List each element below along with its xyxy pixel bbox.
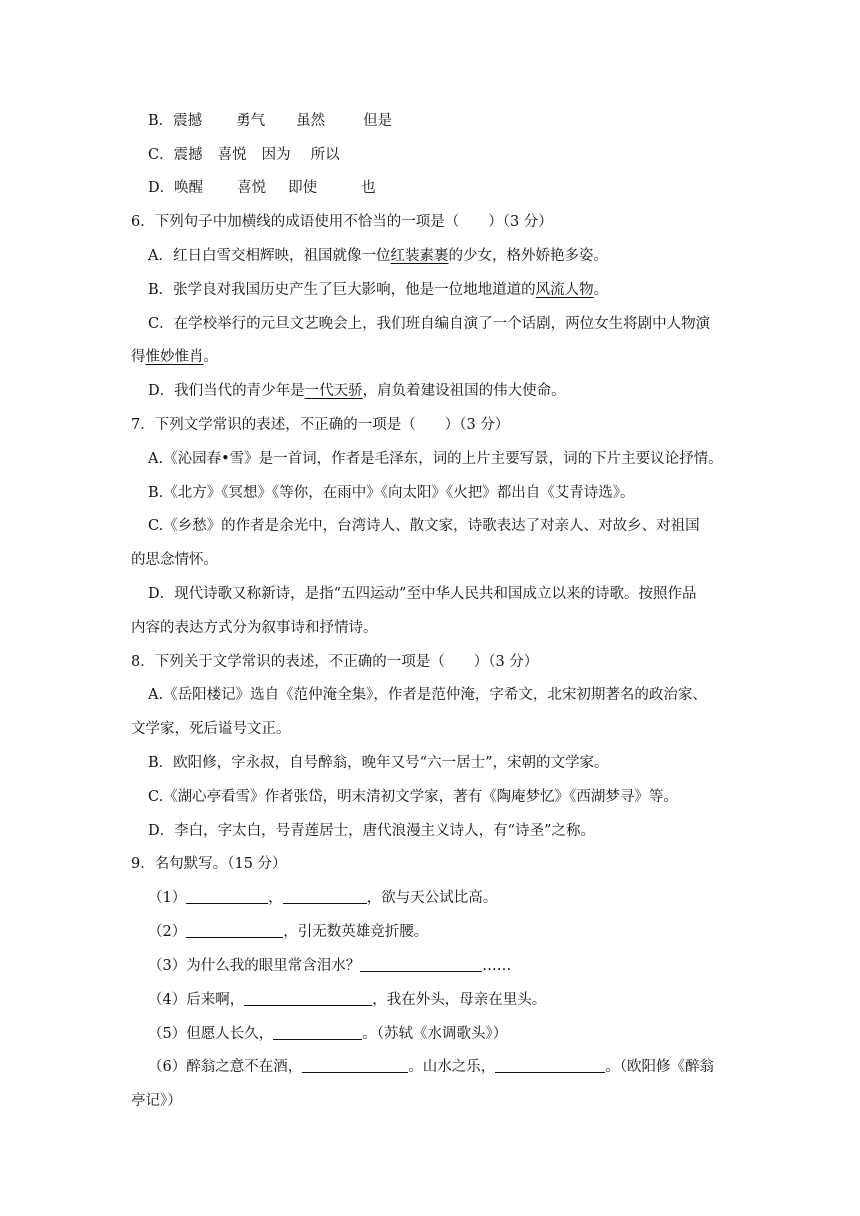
q6-option-b: B．张学良对我国历史产生了巨大影响，他是一位地地道道的风流人物。 [148, 282, 609, 298]
q6-option-d: D．我们当代的青少年是一代天骄，肩负着建设祖国的伟大使命。 [148, 383, 566, 399]
q9-item-1: （1） ， ，欲与天公试比高。 [148, 890, 498, 906]
underlined-idiom: 惟妙惟肖 [145, 349, 204, 365]
q5-option-d: D．唤醒 喜悦 即使 也 [148, 180, 376, 196]
q7-option-a: A.《沁园春•雪》是一首词，作者是毛泽东，词的上片主要写景，词的下片主要议论抒情。 [148, 451, 723, 467]
answer-blank[interactable] [186, 922, 283, 938]
q7-stem: 7．下列文学常识的表述，不正确的一项是（ ）（3 分） [131, 417, 510, 433]
q6-stem: 6．下列句子中加横线的成语使用不恰当的一项是（ ）（3 分） [131, 214, 553, 230]
answer-blank[interactable] [273, 1024, 362, 1040]
q6-option-c-line2: 得惟妙惟肖。 [131, 349, 218, 365]
q7-option-d-line2: 内容的表达方式分为叙事诗和抒情诗。 [131, 620, 378, 636]
q9-item-6: （6）醉翁之意不在酒， 。山水之乐， 。（欧阳修《醉翁 [148, 1059, 714, 1075]
underlined-idiom: 一代天骄 [304, 383, 363, 399]
q9-item-3: （3）为什么我的眼里常含泪水？ …… [148, 958, 512, 974]
q8-option-a-line2: 文学家，死后谥号文正。 [131, 721, 291, 737]
q8-option-d: D．李白，字太白，号青莲居士，唐代浪漫主义诗人，有“诗圣”之称。 [148, 823, 595, 839]
q8-option-b: B．欧阳修，字永叔，自号醉翁，晚年又号“六一居士”，宋朝的文学家。 [148, 755, 609, 771]
answer-blank[interactable] [360, 956, 482, 972]
q9-item-2: （2） ，引无数英雄竞折腰。 [148, 924, 429, 940]
q6-option-c-line1: C．在学校举行的元旦文艺晚会上，我们班自编自演了一个话剧，两位女生将剧中人物演 [148, 316, 711, 332]
q5-option-b: B．震撼 勇气 虽然 但是 [148, 113, 393, 129]
q7-option-d-line1: D．现代诗歌又称新诗，是指“五四运动”至中华人民共和国成立以来的诗歌。按照作品 [148, 586, 697, 602]
q9-item-5: （5）但愿人长久， 。（苏轼《水调歌头》） [148, 1026, 508, 1042]
q6-option-a: A．红日白雪交相辉映，祖国就像一位红装素裹的少女，格外娇艳多姿。 [148, 248, 608, 264]
q7-option-b: B.《北方》《冥想》《等你，在雨中》《向太阳》《火把》都出自《艾青诗选》。 [148, 485, 635, 501]
q9-item-4: （4）后来啊， ，我在外头，母亲在里头。 [148, 992, 547, 1008]
q8-stem: 8．下列关于文学常识的表述，不正确的一项是（ ）（3 分） [131, 654, 539, 670]
q8-option-a-line1: A.《岳阳楼记》选自《范仲淹全集》，作者是范仲淹，字希文，北宋初期著名的政治家、 [148, 687, 707, 703]
answer-blank[interactable] [302, 1057, 408, 1073]
q9-stem: 9．名句默写。（15 分） [131, 856, 287, 872]
q7-option-c-line2: 的思念情怀。 [131, 552, 218, 568]
answer-blank[interactable] [283, 888, 367, 904]
q5-option-c: C．震撼 喜悦 因为 所以 [148, 147, 340, 163]
answer-blank[interactable] [495, 1057, 605, 1073]
q7-option-c-line1: C.《乡愁》的作者是余光中，台湾诗人、散文家，诗歌表达了对亲人、对故乡、对祖国 [148, 518, 700, 534]
q9-item-6-line2: 亭记》） [131, 1093, 182, 1109]
q8-option-c: C.《湖心亭看雪》作者张岱，明末清初文学家，著有《陶庵梦忆》《西湖梦寻》等。 [148, 789, 678, 805]
underlined-idiom: 红装素裹 [390, 248, 449, 264]
answer-blank[interactable] [186, 888, 268, 904]
underlined-idiom: 风流人物 [535, 282, 594, 298]
answer-blank[interactable] [244, 990, 372, 1006]
